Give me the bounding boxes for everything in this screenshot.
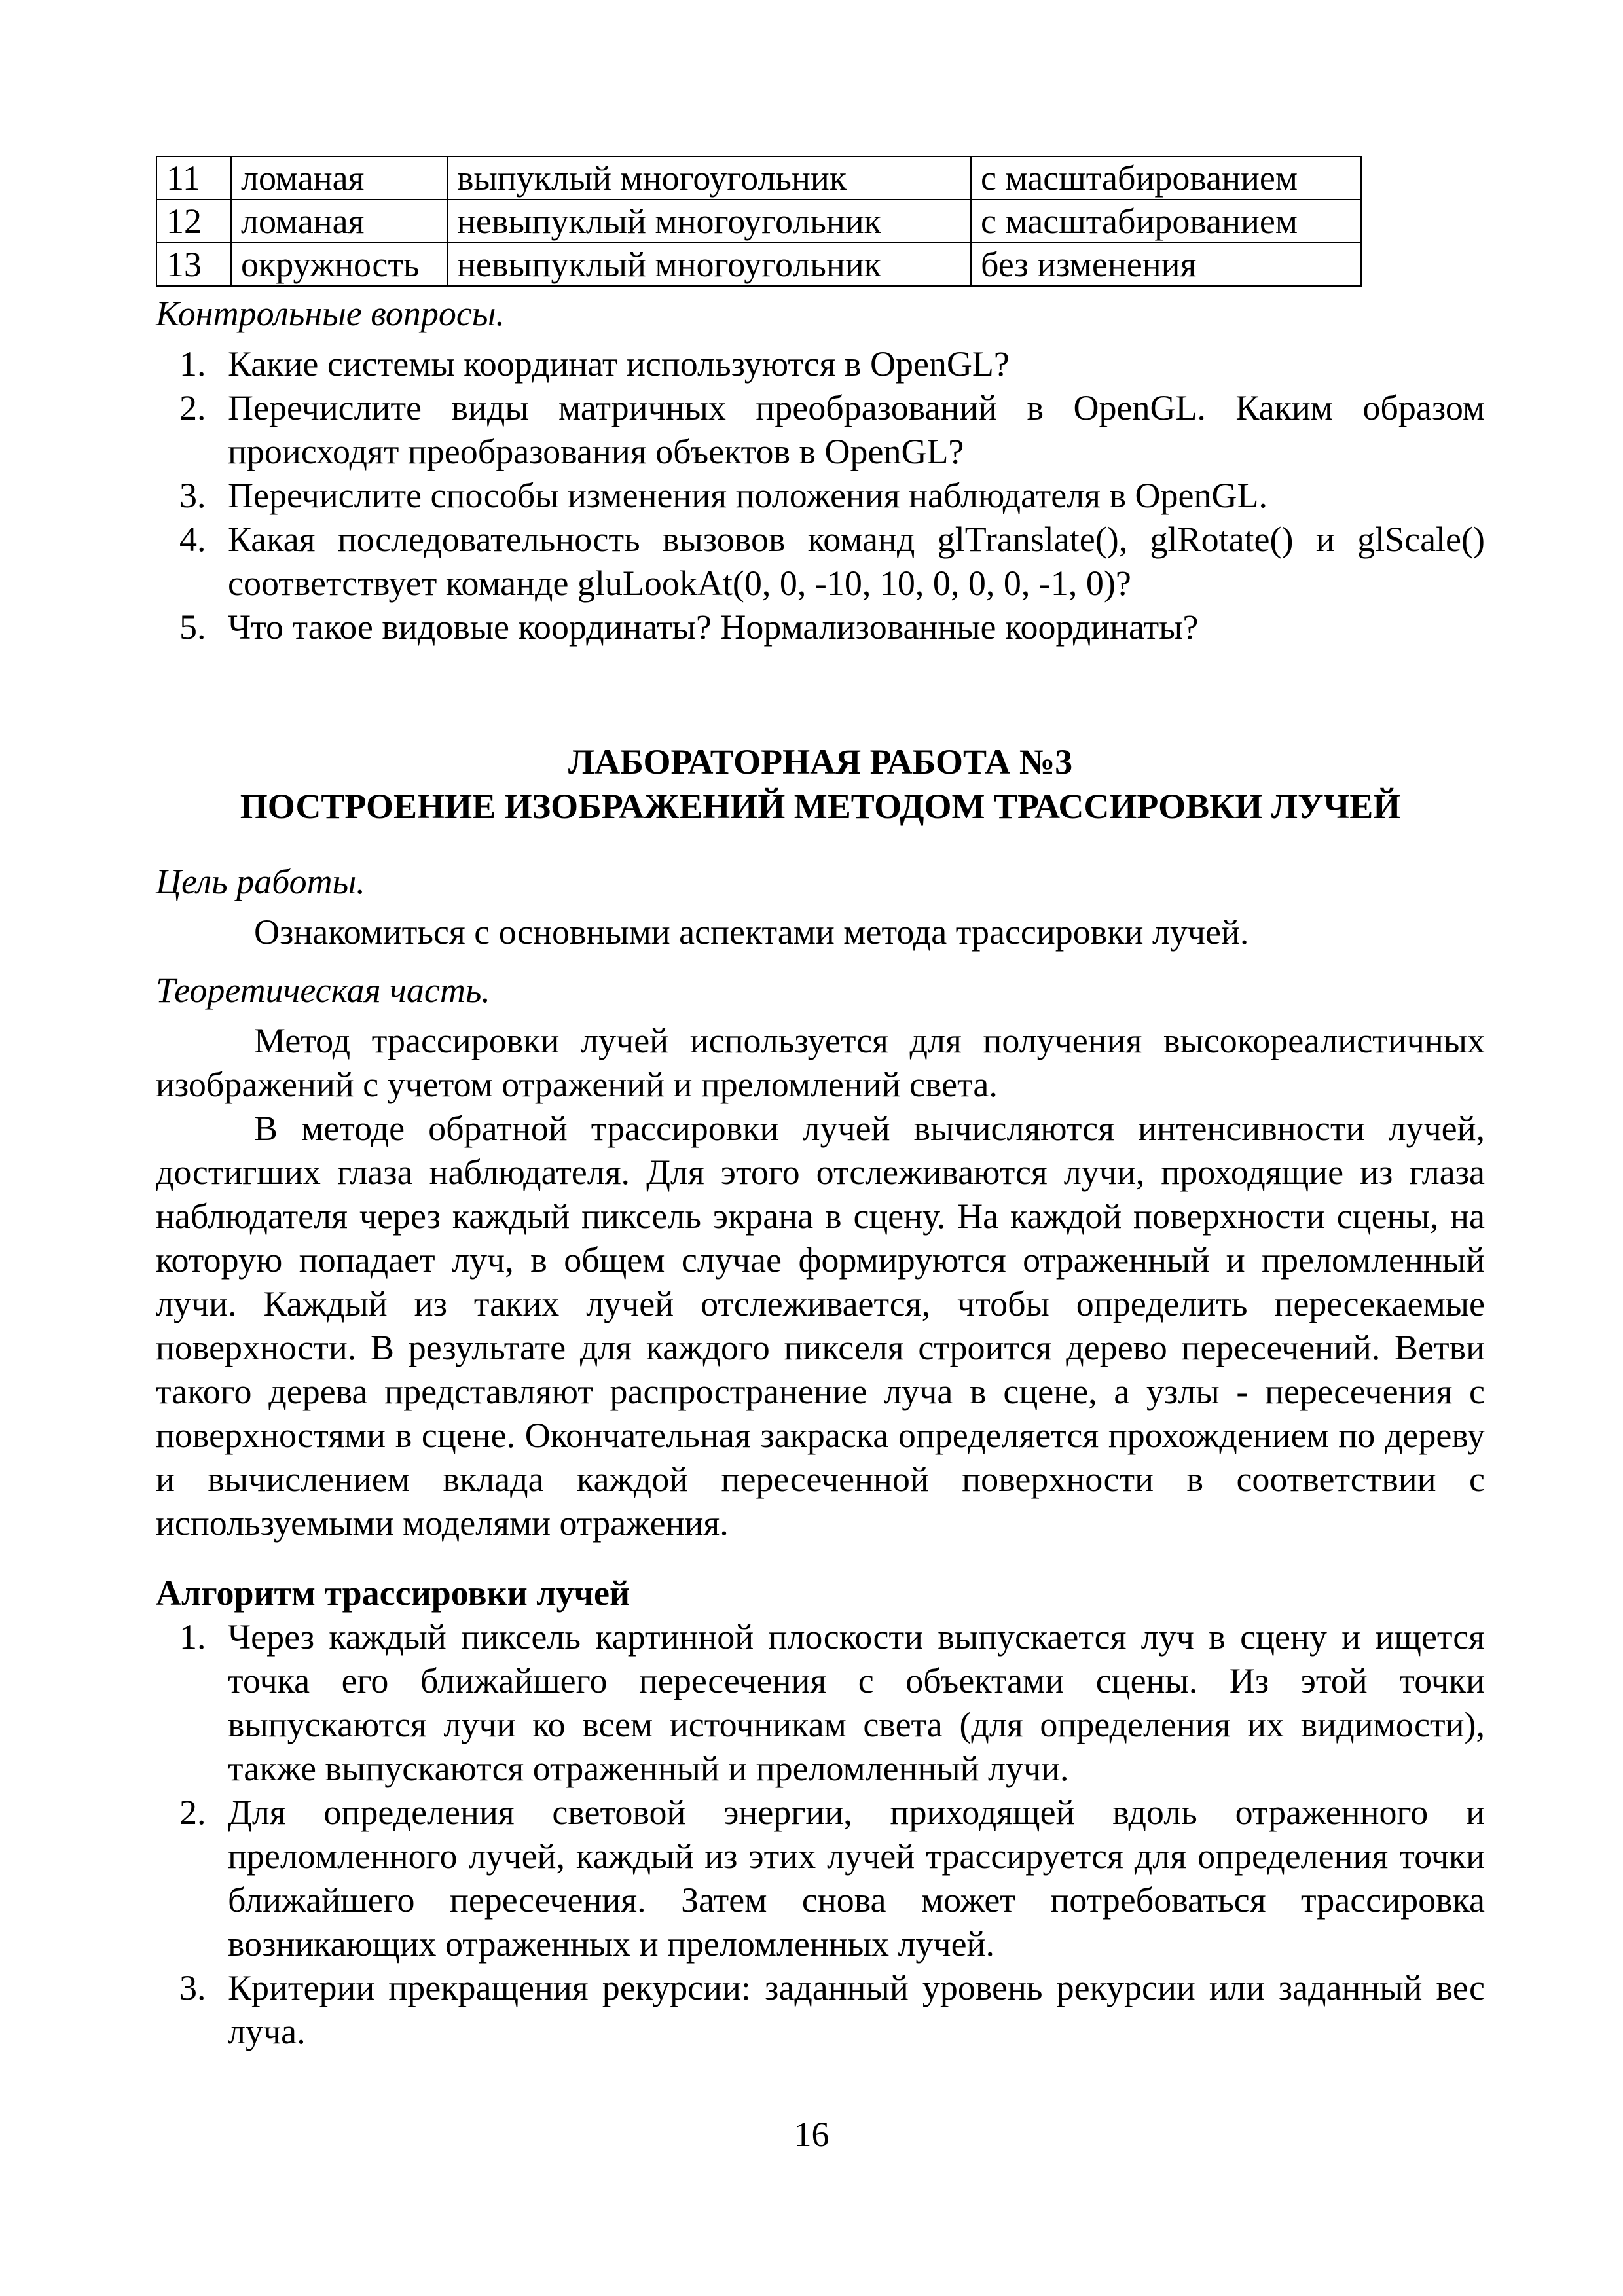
algorithm-heading: Алгоритм трассировки лучей	[156, 1573, 630, 1613]
list-item-number: 1.	[179, 1617, 206, 1657]
list-item-number: 1.	[179, 344, 206, 384]
table-cell: 12	[156, 200, 231, 243]
table-cell: выпуклый многоугольник	[447, 156, 971, 200]
list-item	[156, 518, 1485, 605]
table-cell: ломаная	[231, 156, 447, 200]
list-item	[156, 605, 1485, 649]
list-item	[156, 342, 1485, 386]
spacer	[156, 954, 1485, 963]
table-cell: окружность	[231, 243, 447, 286]
list-item-text: Какая последовательность вызовов команд glTranslate(), glRotate() и glScale() соответствует команде gluLookAt(0, 0, -10, 10, 0, 0, 0, -1, 0)?	[228, 520, 1485, 603]
theory-paragraph-2: В методе обратной трассировки лучей вычисляются интенсивности лучей, достигших глаза наблюдателя. Для этого отслеживаются лучи, проходящие из глаза наблюдателя через каждый пиксель экрана в сцену. На каждой поверхности сцены, на которую попадает луч, в общем случае формируются отраженный и преломленный лучи. Каждый из таких лучей отслеживается, чтобы определить пересекаемые поверхности. В результате для каждого пикселя строится дерево пересечений. Ветви такого дерева представляют распространение луча в сцене, а узлы - пересечения с поверхностями в сцене. Окончательная закраска определяется прохождением по дереву и вычислением вклада каждой пересеченной поверхности в соответствии с используемыми моделями отражения.	[156, 1109, 1485, 1543]
theory-heading: Теоретическая часть.	[156, 971, 490, 1010]
table-row	[156, 200, 1361, 243]
table-cell: невыпуклый многоугольник	[447, 200, 971, 243]
list-item-number: 3.	[179, 476, 206, 515]
list-item	[156, 386, 1485, 474]
table-cell: с масштабированием	[971, 200, 1361, 243]
list-item-number: 2.	[179, 1793, 206, 1832]
page-number: 16	[793, 2115, 830, 2154]
list-item	[156, 1615, 1485, 1791]
page-content	[156, 156, 1485, 2054]
list-item-text: Для определения световой энергии, приходящей вдоль отраженного и преломленного лучей, каждый из этих лучей трассируется для определения точки ближайшего пересечения. Затем снова может потребоваться трассировка возникающих отраженных и преломленных лучей.	[228, 1793, 1485, 1964]
theory-paragraph-1: Метод трассировки лучей используется для получения высокореалистичных изображений с учетом отражений и преломлений света.	[156, 1021, 1485, 1104]
table-row	[156, 156, 1361, 200]
list-item-number: 5.	[179, 607, 206, 647]
list-item-text: Какие системы координат используются в OpenGL?	[228, 344, 1010, 384]
list-item	[156, 1966, 1485, 2054]
table-cell: с масштабированием	[971, 156, 1361, 200]
control-questions-heading: Контрольные вопросы.	[156, 294, 505, 333]
lab-title-line-1: ЛАБОРАТОРНАЯ РАБОТА №3	[568, 742, 1073, 781]
list-item-text: Перечислите виды матричных преобразований в OpenGL. Каким образом происходят преобразования объектов в OpenGL?	[228, 388, 1485, 471]
table-cell: ломаная	[231, 200, 447, 243]
goal-heading: Цель работы.	[156, 862, 365, 901]
goal-text: Ознакомиться с основными аспектами метода трассировки лучей.	[254, 912, 1249, 952]
list-item-text: Критерии прекращения рекурсии: заданный уровень рекурсии или заданный вес луча.	[228, 1968, 1485, 2051]
control-questions-list	[156, 342, 1485, 649]
list-item	[156, 474, 1485, 518]
table-row	[156, 243, 1361, 286]
list-item-number: 3.	[179, 1968, 206, 2007]
spacer	[156, 829, 1485, 855]
lab-title	[156, 740, 1485, 829]
list-item-number: 2.	[179, 388, 206, 427]
list-item-number: 4.	[179, 520, 206, 559]
list-item-text: Что такое видовые координаты? Нормализованные координаты?	[228, 607, 1199, 647]
table-cell: 11	[156, 156, 231, 200]
table-cell: невыпуклый многоугольник	[447, 243, 971, 286]
list-item-text: Перечислите способы изменения положения наблюдателя в OpenGL.	[228, 476, 1267, 515]
variants-table	[156, 156, 1362, 287]
list-item-text: Через каждый пиксель картинной плоскости выпускается луч в сцену и ищется точка его ближайшего пересечения с объектами сцены. Из этой точки выпускаются лучи ко всем источникам света (для определения их видимости), также выпускаются отраженный и преломленный лучи.	[228, 1617, 1485, 1788]
table-cell: без изменения	[971, 243, 1361, 286]
algorithm-steps-list	[156, 1615, 1485, 2054]
lab-title-line-2: ПОСТРОЕНИЕ ИЗОБРАЖЕНИЙ МЕТОДОМ ТРАССИРОВКИ ЛУЧЕЙ	[240, 787, 1401, 826]
spacer	[156, 1545, 1485, 1571]
table-cell: 13	[156, 243, 231, 286]
list-item	[156, 1791, 1485, 1966]
